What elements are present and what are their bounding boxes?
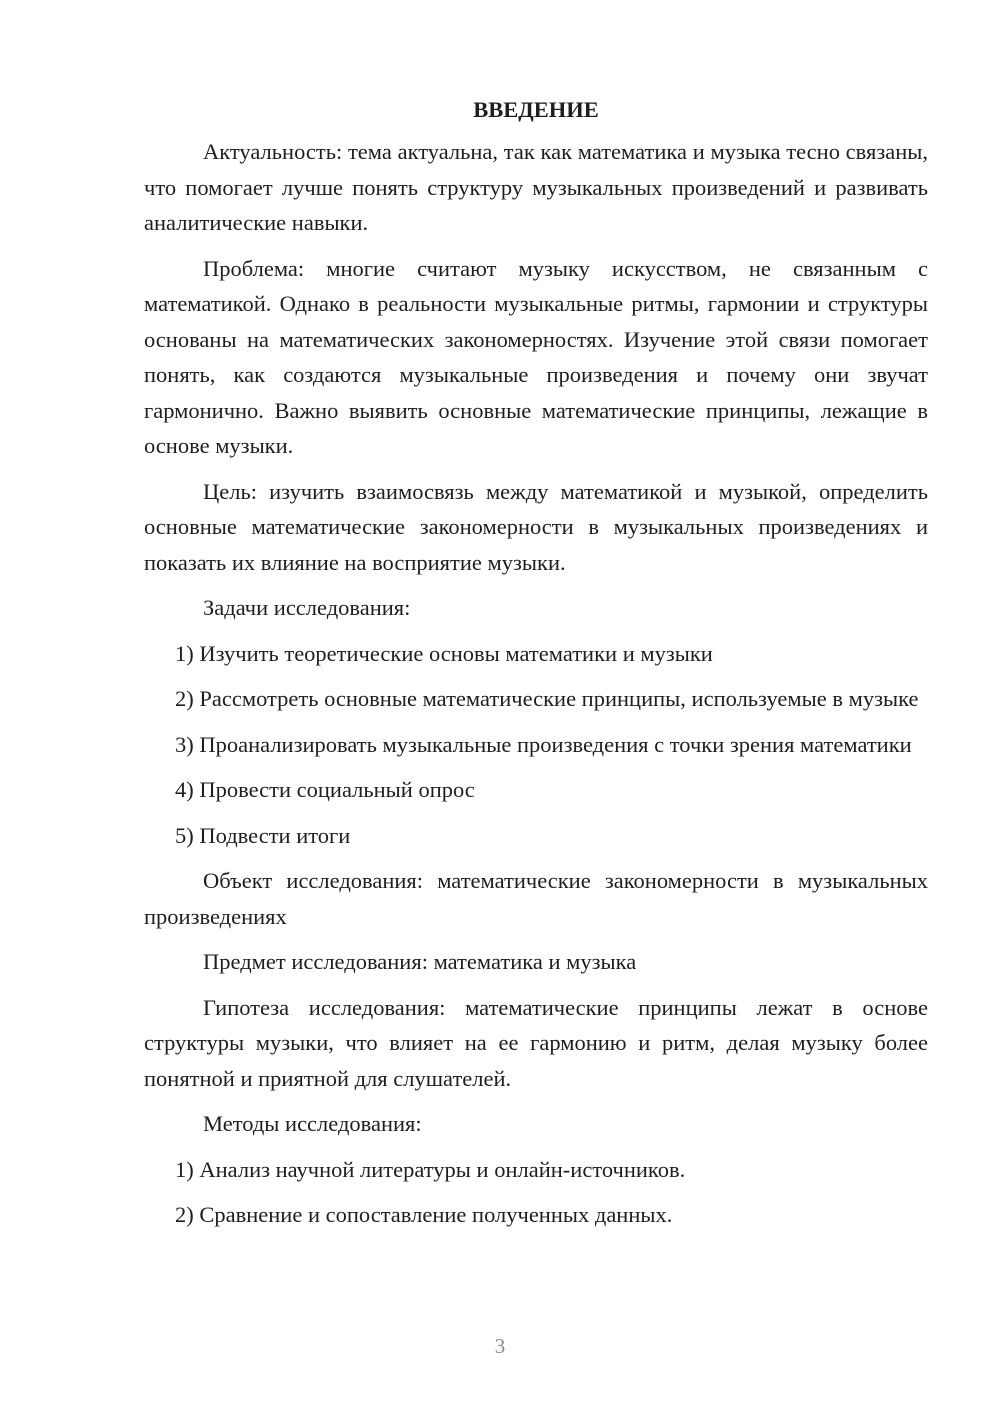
- list-item-method-1: 1) Анализ научной литературы и онлайн-источников.: [175, 1156, 686, 1182]
- list-item-task-4: 4) Провести социальный опрос: [175, 777, 475, 802]
- paragraph-hypothesis: Гипотеза исследования: математические принципы лежат в основе структуры музыки, что влияет на ее гармонию и ритм, делая музыку более понятной и приятной для слушателей.: [144, 994, 928, 1091]
- page-number: 3: [494, 1334, 506, 1358]
- section-title: ВВЕДЕНИЕ: [473, 97, 599, 122]
- list-item-method-2: 2) Сравнение и сопоставление полученных данных.: [175, 1202, 673, 1227]
- paragraph-problem: Проблема: многие считают музыку искусством, не связанным с математикой. Однако в реальности музыкальные ритмы, гармонии и структуры основаны на математических закономерностях. Изучение этой связи помогает понять, как создаются музыкальные произведения и почему они звучат гармонично. Важно выявить основные математические принципы, лежащие в основе музыки.: [144, 255, 928, 458]
- document-page: [144, 92, 928, 1243]
- paragraph-goal: Цель: изучить взаимосвязь между математикой и музыкой, определить основные математические закономерности в музыкальных произведениях и показать их влияние на восприятие музыки.: [144, 478, 928, 575]
- paragraph-object: Объект исследования: математические закономерности в музыкальных произведениях: [144, 868, 928, 929]
- document-body: [144, 134, 928, 1233]
- list-item-task-5: 5) Подвести итоги: [175, 822, 351, 848]
- paragraph-relevance: Актуальность: тема актуальна, так как математика и музыка тесно связаны, что помогает лучше понять структуру музыкальных произведений и развивать аналитические навыки.: [144, 139, 928, 235]
- list-item-task-1: 1) Изучить теоретические основы математики и музыки: [175, 640, 713, 666]
- list-item-task-3: 3) Проанализировать музыкальные произведения с точки зрения математики: [175, 731, 912, 757]
- methods-heading: Методы исследования:: [203, 1111, 422, 1136]
- tasks-heading: Задачи исследования:: [203, 595, 411, 620]
- list-item-task-2: 2) Рассмотреть основные математические принципы, используемые в музыке: [175, 686, 919, 711]
- paragraph-subject: Предмет исследования: математика и музыка: [203, 949, 637, 974]
